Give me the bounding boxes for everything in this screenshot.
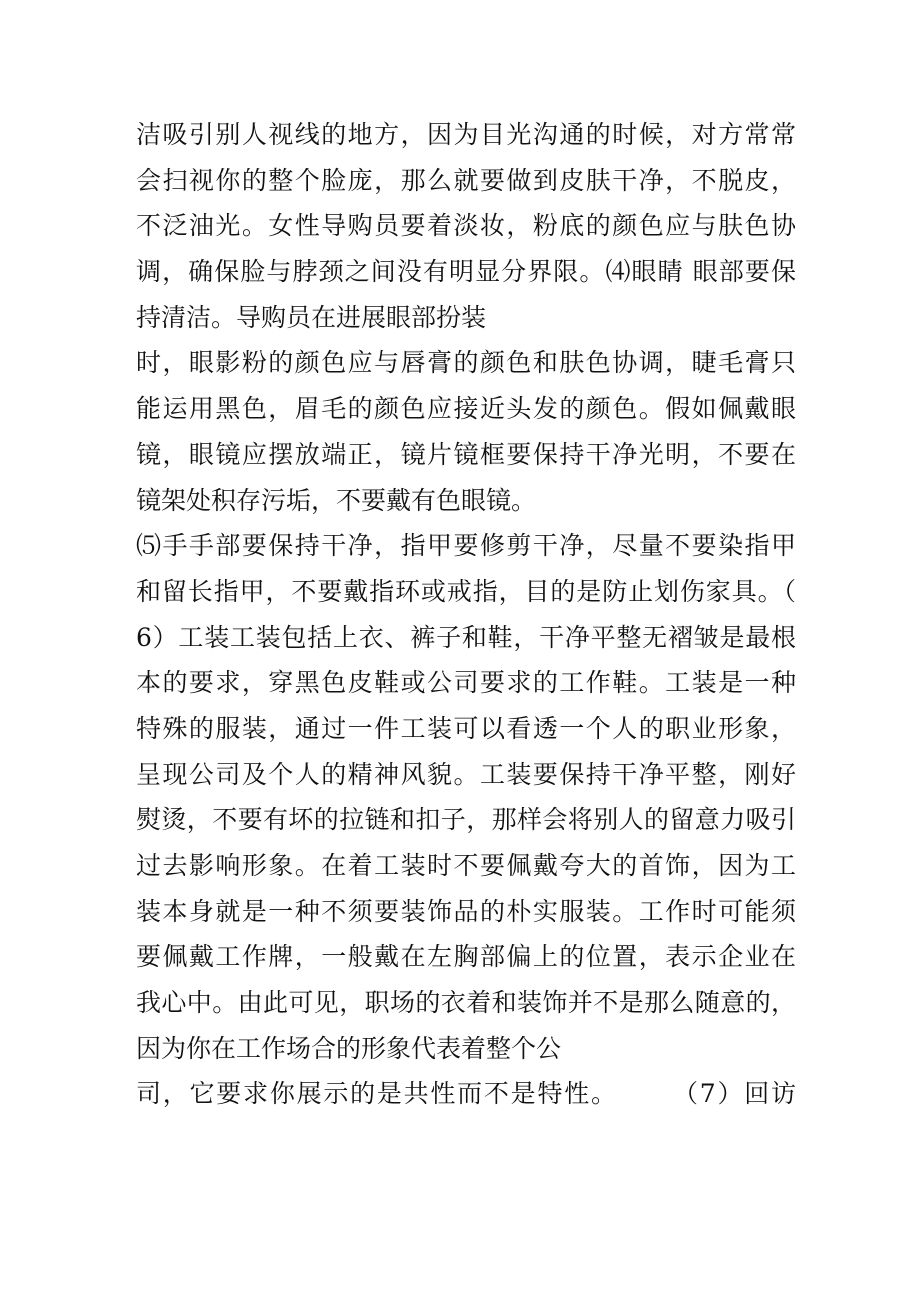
text-line: 呈现公司及个人的精神风貌。工装要保持干净平整，刚好 [136,759,796,789]
text-line: 能运用黑色，眉毛的颜色应接近头发的颜色。假如佩戴眼 [136,394,796,424]
text-line: 调，确保脸与脖颈之间没有明显分界限。⑷眼睛 眼部要保 [136,257,796,287]
text-line: 镜，眼镜应摆放端正，镜片镜框要保持干净光明，不要在 [136,439,796,469]
text-line: 时，眼影粉的颜色应与唇膏的颜色和肤色协调，睫毛膏只 [136,348,796,378]
text-line: 持清洁。导购员在进展眼部扮装 [136,302,487,332]
text-line: 特殊的服装，通过一件工装可以看透一个人的职业形象， [136,713,796,743]
text-line: 和留长指甲，不要戴指环或戒指，目的是防止划伤家具。（ [136,576,796,606]
text-line: 要佩戴工作牌，一般戴在左胸部偏上的位置，表示企业在 [136,942,796,972]
text-line: 6）工装工装包括上衣、裤子和鞋，干净平整无褶皱是最根 [136,622,796,652]
text-line: 司，它要求你展示的是共性而不是特性。 （7）回访 [136,1079,796,1109]
text-line: 镜架处积存污垢，不要戴有色眼镜。 [136,485,537,515]
text-line: 因为你在工作场合的形象代表着整个公 [136,1033,562,1063]
text-line: 过去影响形象。在着工装时不要佩戴夸大的首饰，因为工 [136,851,796,880]
text-line: 熨烫，不要有坏的拉链和扣子，那样会将别人的留意力吸引 [136,805,796,835]
text-line: 装本身就是一种不须要装饰品的朴实服装。工作时可能须 [136,896,796,926]
text-line: 洁吸引别人视线的地方，因为目光沟通的时候，对方常常 [136,120,796,149]
text-line: ⑸手手部要保持干净，指甲要修剪干净，尽量不要染指甲 [136,531,796,561]
text-line: 我心中。由此可见，职场的衣着和装饰并不是那么随意的， [136,988,796,1018]
body-text [136,112,796,1117]
text-line: 会扫视你的整个脸庞，那么就要做到皮肤干净，不脱皮， [136,165,796,195]
text-line: 不泛油光。女性导购员要着淡妆，粉底的颜色应与肤色协 [136,211,796,241]
text-line: 本的要求，穿黑色皮鞋或公司要求的工作鞋。工装是一种 [136,668,796,698]
